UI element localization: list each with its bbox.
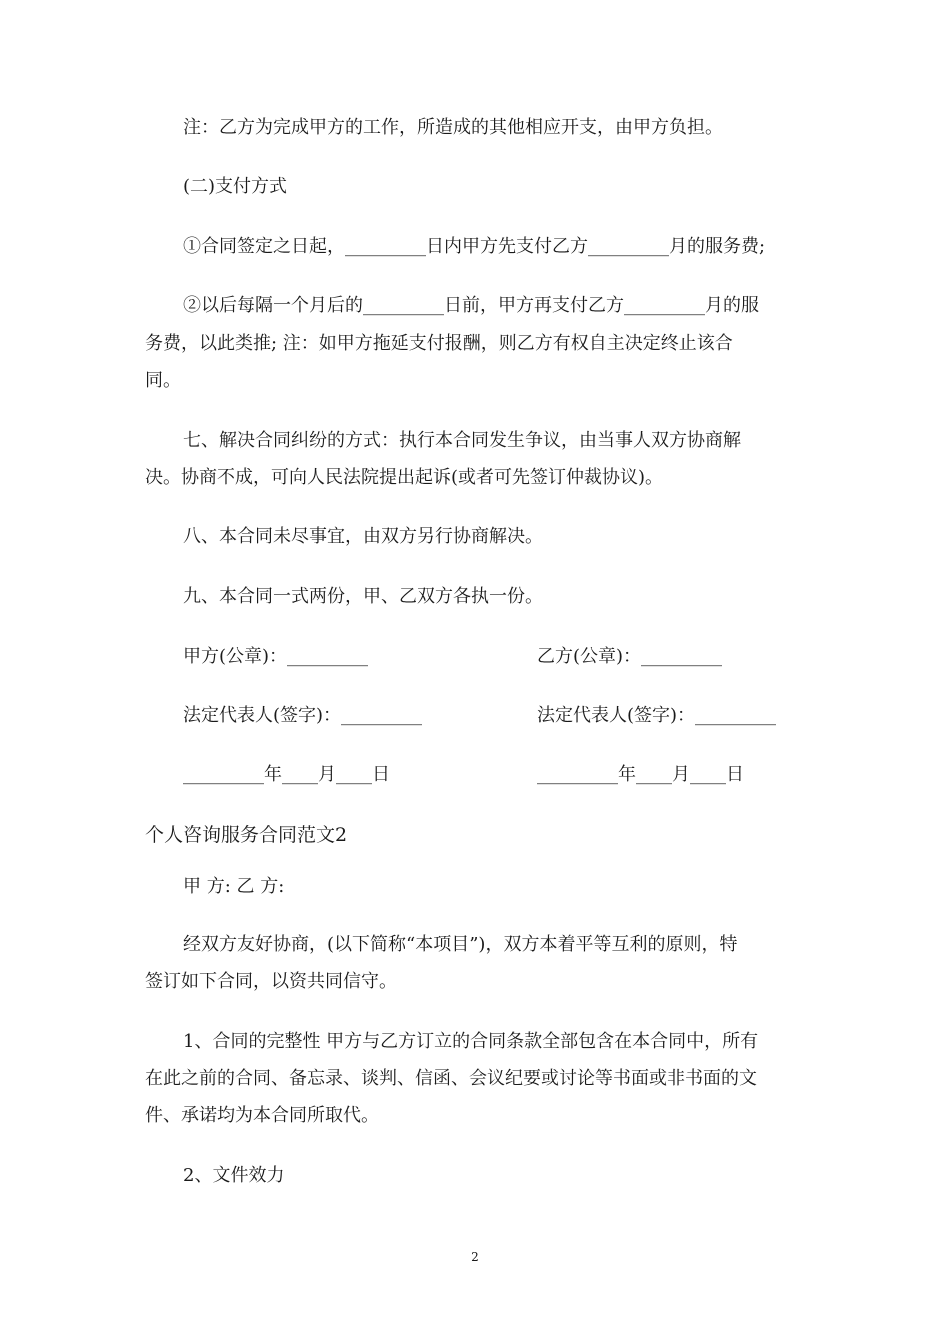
section-2-title: 个人咨询服务合同范文2: [145, 824, 348, 846]
section-2-item-1-line-3: 件、承诺均为本合同所取代。: [145, 1105, 379, 1126]
clause-7-line-1: 七、解决合同纠纷的方式：执行本合同发生争议，由当事人双方协商解: [183, 430, 741, 451]
party-b-date-field: _________年____月____日: [537, 764, 744, 785]
payment-item-2-line-1: ②以后每隔一个月后的_________日前，甲方再支付乙方_________月的服: [183, 295, 759, 316]
section-2-item-2: 2、文件效力: [183, 1165, 285, 1186]
party-a-date-field: _________年____月____日: [183, 764, 390, 785]
section-2-item-1-line-2: 在此之前的合同、备忘录、谈判、信函、会议纪要或讨论等书面或非书面的文: [145, 1068, 757, 1089]
page-number: 2: [471, 1250, 479, 1264]
party-a-seal-field: 甲方(公章)：_________: [183, 646, 369, 667]
clause-9: 九、本合同一式两份，甲、乙双方各执一份。: [183, 586, 543, 607]
note-expenses-paragraph: 注：乙方为完成甲方的工作，所造成的其他相应开支，由甲方负担。: [183, 117, 723, 138]
party-a-representative-field: 法定代表人(签字)：_________: [183, 705, 423, 726]
party-b-representative-field: 法定代表人(签字)：_________: [537, 705, 777, 726]
payment-item-2-line-2: 务费，以此类推; 注：如甲方拖延支付报酬，则乙方有权自主决定终止该合: [145, 333, 733, 354]
payment-method-heading: (二)支付方式: [183, 176, 288, 197]
section-2-parties: 甲 方: 乙 方:: [183, 876, 285, 897]
payment-item-1: ①合同签定之日起，_________日内甲方先支付乙方_________月的服务费;: [183, 236, 766, 257]
payment-item-2-line-3: 同。: [145, 370, 181, 391]
section-2-item-1-line-1: 1、合同的完整性 甲方与乙方订立的合同条款全部包含在本合同中，所有: [183, 1031, 759, 1052]
party-b-seal-field: 乙方(公章)：_________: [537, 646, 723, 667]
clause-7-line-2: 决。协商不成，可向人民法院提出起诉(或者可先签订仲裁协议)。: [145, 467, 664, 488]
section-2-intro-line-2: 签订如下合同，以资共同信守。: [145, 971, 397, 992]
section-2-intro-line-1: 经双方友好协商，(以下简称“本项目”)，双方本着平等互利的原则，特: [183, 934, 738, 955]
clause-8: 八、本合同未尽事宜，由双方另行协商解决。: [183, 526, 543, 547]
